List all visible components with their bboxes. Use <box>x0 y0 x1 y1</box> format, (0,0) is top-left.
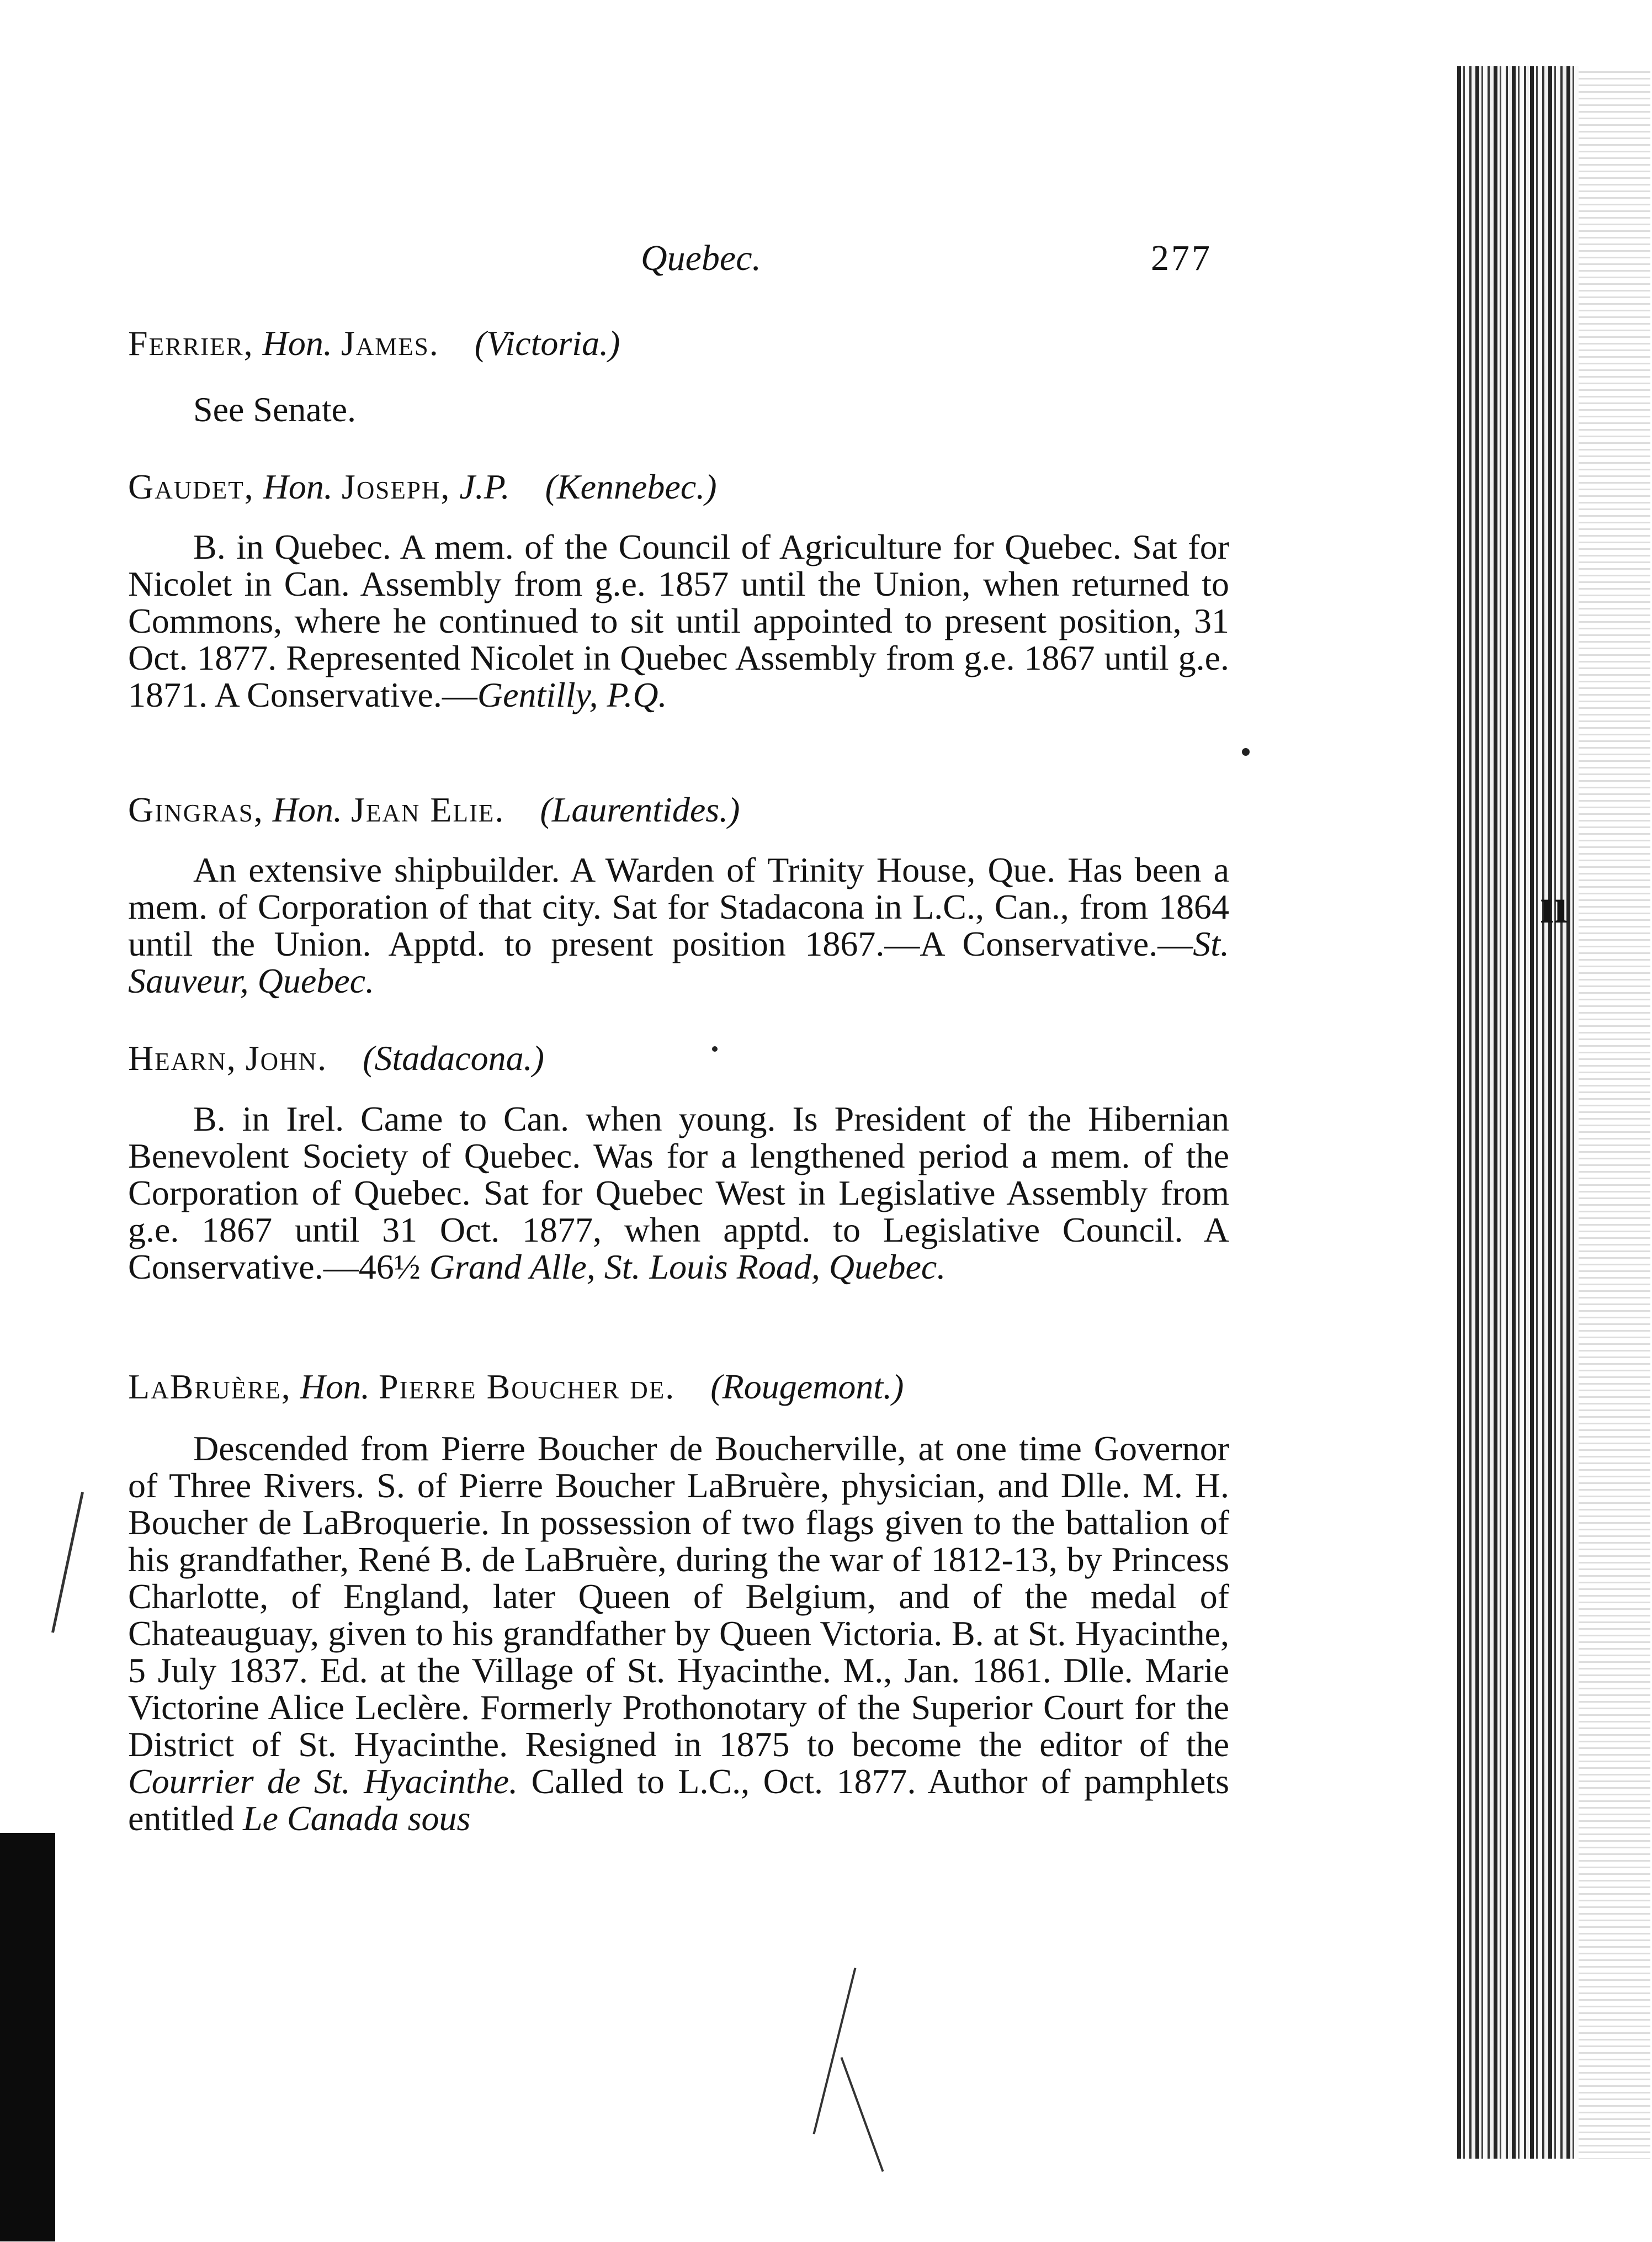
entry-body <box>128 851 1229 999</box>
entry-text-tail: Called to L.C., Oct. 1877. Author of pamphlets entitled <box>128 1762 1230 1838</box>
entry-constituency: (Stadacona.) <box>363 1038 544 1078</box>
page-number: 277 <box>1151 238 1212 278</box>
entry-given-names: Joseph, <box>341 467 451 506</box>
entry-text: B. in Irel. Came to Can. when young. Is President of the Hibernian Benevolent Society of Quebec. Was for a lengthened period a mem. of the Corporation of Quebec. Sat for Quebec West in Legislative Assembly from g.e. 1867 until 31 Oct. 1877, when apptd. to Legislative Council. A Conservative.—46½ <box>128 1099 1229 1286</box>
entry-address: Grand Alle, St. Louis Road, Quebec. <box>429 1247 946 1286</box>
running-head: Quebec. <box>640 238 762 278</box>
pencil-stroke <box>51 1492 84 1633</box>
entry-surname: Gaudet, <box>128 467 254 506</box>
entry-heading <box>128 1366 904 1407</box>
entry-constituency: (Kennebec.) <box>545 467 717 506</box>
entry-surname: Hearn, <box>128 1038 237 1078</box>
entry-constituency: (Victoria.) <box>474 324 620 363</box>
entry-surname: Gingras, <box>128 790 264 829</box>
entry-newspaper: Courrier de St. Hyacinthe. <box>128 1762 518 1801</box>
entry-given-names: Pierre Boucher de. <box>379 1367 676 1406</box>
margin-mark: ıı <box>1540 879 1568 934</box>
entry-given-names: John. <box>245 1038 328 1078</box>
entry-constituency: (Laurentides.) <box>540 790 740 829</box>
speck <box>1242 748 1250 756</box>
pencil-stroke <box>840 2057 884 2172</box>
speck <box>712 1046 718 1052</box>
entry-honorific: Hon. <box>263 467 333 506</box>
entry-text: Descended from Pierre Boucher de Boucherville, at one time Governor of Three Rivers. S. of Pierre Boucher LaBruère, physician, and Dlle. M. H. Boucher de LaBroquerie. In possession of two flags given to the battalion of his grandfather, René B. de LaBruère, during the war of 1812-13, by Princess Charlotte, of England, later Queen of Belgium, and of the medal of Chateauguay, given to his grandfather by Queen Victoria. B. at St. Hyacinthe, 5 July 1837. Ed. at the Village of St. Hyacinthe. M., Jan. 1861. Dlle. Marie Victorine Alice Leclère. Formerly Prothonotary of the Superior Court for the District of St. Hyacinthe. Resigned in 1875 to become the editor of the <box>128 1429 1229 1764</box>
entry-heading <box>128 323 620 364</box>
pencil-stroke <box>813 1968 857 2134</box>
entry-honorific: Hon. <box>272 790 342 829</box>
entry-text: B. in Quebec. A mem. of the Council of Agriculture for Quebec. Sat for Nicolet in Can. Assembly from g.e. 1857 until the Union, when returned to Commons, where he continued to sit until appointed to present position, 31 Oct. 1877. Represented Nicolet in Quebec Assembly from g.e. 1867 until g.e. 1871. A Conservative.— <box>128 527 1229 714</box>
entry-pamphlet: Le Canada sous <box>242 1799 471 1838</box>
entry-given-names: Jean Elie. <box>350 790 505 829</box>
entry-heading <box>128 467 717 507</box>
entry-address: Gentilly, P.Q. <box>477 675 667 714</box>
entry-body <box>128 1100 1229 1285</box>
entry-honorific: Hon. <box>300 1367 370 1406</box>
entry-address: St. Sauveur, Quebec. <box>128 924 1229 1000</box>
entry-surname: LaBruère, <box>128 1367 291 1406</box>
entry-heading <box>128 789 740 830</box>
entry-heading <box>128 1038 544 1079</box>
entry-given-names: James. <box>341 324 439 363</box>
entry-suffix: J.P. <box>459 467 510 506</box>
page-edge <box>1579 66 1650 2159</box>
entry-constituency: (Rougemont.) <box>710 1367 904 1406</box>
entry-body <box>128 528 1229 713</box>
scan-edge-bar <box>0 1833 55 2241</box>
entry-surname: Ferrier, <box>128 324 254 363</box>
entry-honorific: Hon. <box>262 324 332 363</box>
see-reference: See Senate. <box>193 390 356 429</box>
entry-body <box>128 1430 1229 1837</box>
entry-text: An extensive shipbuilder. A Warden of Trinity House, Que. Has been a mem. of Corporation of that city. Sat for Stadacona in L.C., Can., from 1864 until the Union. Apptd. to present position 1867.—A Conservative.— <box>128 850 1229 963</box>
